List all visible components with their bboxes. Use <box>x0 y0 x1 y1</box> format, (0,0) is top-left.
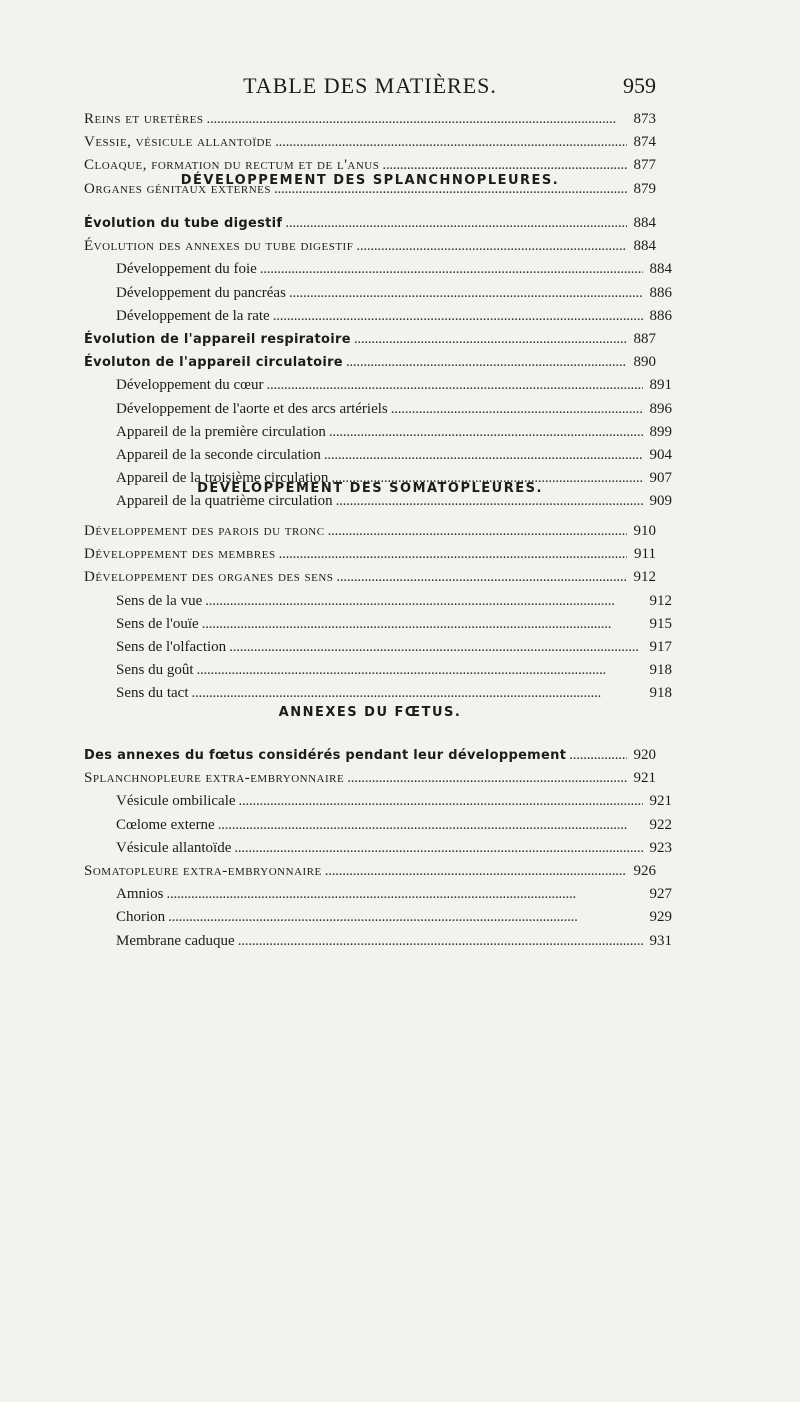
toc-entry[interactable] <box>100 258 672 280</box>
dot-leader <box>229 636 643 658</box>
toc-entry-page: 884 <box>633 215 656 231</box>
toc-entry-label: Évolution de l'appareil respiratoire <box>84 332 351 347</box>
toc-entry-label: Sens du tact <box>116 685 189 702</box>
page-header <box>84 73 656 103</box>
toc-entry-page: 896 <box>649 400 672 417</box>
toc-entry-page: 918 <box>649 662 672 679</box>
dot-leader <box>356 235 627 257</box>
toc-entry-page: 918 <box>649 685 672 702</box>
toc-entry-label: Sens de l'ouïe <box>116 615 199 632</box>
toc-entry[interactable] <box>100 305 672 327</box>
toc-entry[interactable] <box>84 520 656 542</box>
toc-entry-page: 910 <box>633 523 656 539</box>
toc-entry-label: Évolution du tube digestif <box>84 216 283 231</box>
running-title: TABLE DES MATIÈRES. <box>243 73 497 98</box>
toc-entry-label: Sens de l'olfaction <box>116 639 227 655</box>
toc-entry[interactable] <box>84 860 656 882</box>
dot-leader <box>325 860 627 882</box>
dot-leader <box>289 282 643 304</box>
toc-entry[interactable] <box>100 590 672 612</box>
toc-entry[interactable] <box>100 790 672 812</box>
toc-entry-page: 909 <box>649 493 672 510</box>
toc-entry-page: 887 <box>633 331 656 347</box>
toc-entry-page: 877 <box>633 157 656 174</box>
toc-entry[interactable] <box>100 398 672 420</box>
toc-entry-page: 917 <box>649 639 672 655</box>
section-heading: DÉVELOPPEMENT DES SPLANCHNOPLEURES. <box>180 173 560 188</box>
toc-entry[interactable] <box>100 682 672 704</box>
dot-leader <box>234 837 643 859</box>
toc-entry-page: 915 <box>649 615 672 632</box>
toc-entry-page: 891 <box>649 377 672 394</box>
toc-entry-label: Développement des membres <box>84 546 276 563</box>
toc-entry[interactable] <box>84 351 656 373</box>
toc-entry[interactable] <box>100 883 672 905</box>
toc-entry[interactable] <box>84 566 656 588</box>
toc-entry-label: Développement du pancréas <box>116 284 286 301</box>
toc-entry-page: 890 <box>633 354 656 371</box>
dot-leader <box>346 351 627 373</box>
dot-leader <box>347 767 627 789</box>
toc-entry[interactable] <box>100 444 672 466</box>
dot-leader <box>192 682 644 704</box>
toc-entry[interactable] <box>84 108 656 130</box>
toc-entry-label: Chorion <box>116 909 166 926</box>
dot-leader <box>239 790 643 812</box>
dot-leader <box>218 814 643 836</box>
toc-entry-page: 873 <box>633 111 656 127</box>
toc-entry-page: 886 <box>649 307 672 324</box>
toc-entry-page: 921 <box>633 770 656 787</box>
dot-leader <box>328 520 627 542</box>
toc-entry-label: Développement du foie <box>116 261 257 278</box>
toc-entry-label: Splanchnopleure extra-embryonnaire <box>84 770 345 787</box>
toc-entry-label: Appareil de la première circulation <box>116 423 326 440</box>
toc-entry-page: 874 <box>633 134 656 151</box>
toc-entry-label: Organes génitaux externes <box>84 180 271 197</box>
dot-leader <box>167 883 643 905</box>
dot-leader <box>202 613 643 635</box>
dot-leader <box>354 328 627 350</box>
toc-entry-label: Évolution des annexes du tube digestif <box>84 238 354 255</box>
toc-entry-label: Évoluton de l'appareil circulatoire <box>84 355 343 371</box>
section-heading: ANNEXES DU FŒTUS. <box>278 705 462 720</box>
dot-leader <box>329 421 643 443</box>
toc-entry[interactable] <box>100 837 672 859</box>
dot-leader <box>238 930 643 952</box>
toc-entry[interactable] <box>84 212 656 234</box>
toc-entry[interactable] <box>100 930 672 952</box>
toc-entry[interactable] <box>100 374 672 396</box>
toc-entry-page: 884 <box>633 238 656 255</box>
toc-entry[interactable] <box>84 744 656 766</box>
toc-entry[interactable] <box>100 659 672 681</box>
dot-leader <box>285 212 627 234</box>
toc-entry-label: Développement des organes des sens <box>84 569 334 586</box>
dot-leader <box>266 374 643 396</box>
dot-leader <box>275 131 627 153</box>
dot-leader <box>324 444 643 466</box>
dot-leader <box>207 108 628 130</box>
toc-entry-label: Cœlome externe <box>116 816 215 833</box>
toc-entry[interactable] <box>84 767 656 789</box>
toc-entry-label: Somatopleure extra-embryonnaire <box>84 863 322 879</box>
toc-entry[interactable] <box>84 131 656 153</box>
toc-entry-label: Appareil de la quatrième circulation <box>116 493 333 510</box>
dot-leader <box>273 305 643 327</box>
toc-entry[interactable] <box>100 282 672 304</box>
toc-entry-label: Vésicule allantoïde <box>116 839 232 856</box>
toc-entry-page: 921 <box>649 793 672 810</box>
toc-entry-page: 912 <box>633 569 656 586</box>
toc-entry-page: 911 <box>634 546 656 563</box>
toc-entry-label: Vésicule ombilicale <box>116 793 236 810</box>
toc-entry[interactable] <box>100 906 672 928</box>
toc-entry-label: Développement de la rate <box>116 307 270 324</box>
section-heading: DÉVELOPPEMENT DES SOMATOPLEURES. <box>197 481 543 496</box>
toc-entry-label: Reins et uretères <box>84 111 204 127</box>
page-number: 959 <box>623 73 656 98</box>
dot-leader <box>260 258 643 280</box>
dot-leader <box>391 398 643 420</box>
toc-entry[interactable] <box>100 421 672 443</box>
toc-entry-page: 920 <box>633 747 656 763</box>
toc-entry-label: Sens du goût <box>116 662 194 679</box>
dot-leader <box>205 590 643 612</box>
toc-entry-page: 912 <box>649 592 672 609</box>
toc-entry[interactable] <box>84 328 656 350</box>
toc-entry-label: Membrane caduque <box>116 932 235 949</box>
toc-entry[interactable] <box>100 636 672 658</box>
toc-entry-label: Développement des parois du tronc <box>84 523 325 539</box>
toc-entry-page: 907 <box>649 470 672 487</box>
toc-entry-page: 926 <box>633 863 656 879</box>
toc-entry-page: 929 <box>649 909 672 926</box>
toc-entry-page: 922 <box>649 816 672 833</box>
toc-entry[interactable] <box>100 613 672 635</box>
dot-leader <box>197 659 643 681</box>
toc-entry-page: 884 <box>649 261 672 278</box>
toc-entry-label: Développement de l'aorte et des arcs artériels <box>116 400 388 417</box>
toc-entry-page: 931 <box>649 932 672 949</box>
toc-entry-label: Cloaque, formation du rectum et de l'anus <box>84 157 380 174</box>
dot-leader <box>569 744 627 766</box>
toc-entry-label: Appareil de la troisième circulation <box>116 470 329 487</box>
toc-entry[interactable] <box>84 235 656 257</box>
toc-entry-label: Vessie, vésicule allantoïde <box>84 134 273 151</box>
dot-leader <box>168 906 643 928</box>
toc-entry-label: Appareil de la seconde circulation <box>116 447 321 463</box>
toc-entry-page: 904 <box>649 447 672 463</box>
toc-entry-label: Des annexes du fœtus considérés pendant leur développement <box>84 748 567 763</box>
toc-entry-label: Sens de la vue <box>116 592 203 609</box>
toc-entry[interactable] <box>84 543 656 565</box>
toc-entry-page: 886 <box>649 284 672 301</box>
toc-entry-page: 899 <box>649 423 672 440</box>
toc-entry-label: Développement du cœur <box>116 377 264 394</box>
toc-entry[interactable] <box>100 814 672 836</box>
toc-entry-label: Amnios <box>116 886 164 903</box>
toc-entry-page: 923 <box>649 839 672 856</box>
dot-leader <box>336 566 627 588</box>
toc-entry-page: 879 <box>633 180 656 197</box>
dot-leader <box>279 543 627 565</box>
toc-entry-page: 927 <box>649 886 672 903</box>
